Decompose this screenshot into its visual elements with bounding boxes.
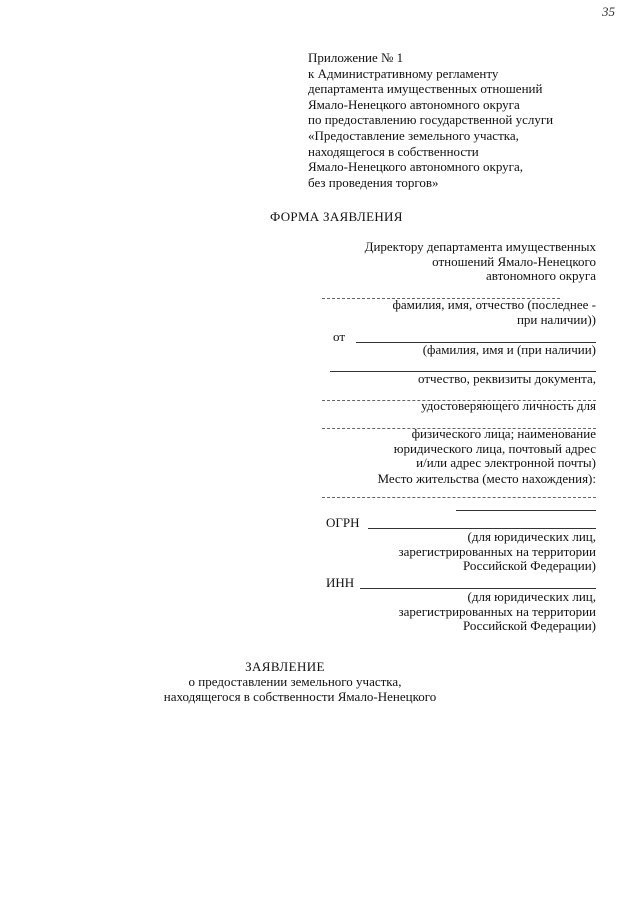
hint-line: при наличии)) (516, 311, 596, 327)
statement-line: о предоставлении земельного участка, (188, 674, 402, 689)
residence-fill-line[interactable] (322, 497, 596, 498)
appendix-line: Ямало-Ненецкого автономного округа, (308, 159, 524, 175)
appendix-line: «Предоставление земельного участка, (308, 127, 519, 143)
appendix-line: Ямало-Ненецкого автономного округа (308, 96, 520, 112)
hint-line: фамилия, имя, отчество (последнее - (392, 297, 596, 312)
hint-line: зарегистрированных на территории (398, 543, 596, 559)
hint-line: зарегистрированных на территории (398, 603, 596, 619)
appendix-line: находящегося в собственности (308, 143, 479, 159)
hint-line: и/или адрес электронной почты) (416, 455, 596, 470)
ogrn-hint (316, 530, 596, 574)
statement-title: ЗАЯВЛЕНИЕ (245, 659, 325, 674)
hint-line: Российской Федерации) (462, 618, 596, 633)
from-label: от (333, 329, 346, 344)
hint-line: (для юридических лиц, (467, 529, 596, 544)
inn-hint (316, 590, 596, 634)
addressee-line: Директору департамента имущественных (364, 239, 596, 254)
addressee-line: автономного округа (486, 268, 596, 283)
applicant-hint-1 (316, 343, 596, 358)
appendix-line: департамента имущественных отношений (308, 81, 543, 97)
applicant-hint-4 (316, 427, 596, 471)
statement-heading (0, 659, 640, 704)
appendix-line: к Административному регламенту (308, 65, 499, 81)
applicant-hint-2 (316, 372, 596, 387)
hint-line: удостоверяющего личность для (421, 398, 596, 413)
inn-label: ИНН (326, 575, 355, 590)
hint-line: физического лица; наименование (411, 426, 596, 441)
residence-label-block (316, 472, 596, 487)
hint-line: (фамилия, имя и (при наличии) (422, 342, 596, 357)
appendix-line: по предоставлению государственной услуги (308, 112, 554, 128)
page-number-mark: 35 (602, 4, 615, 19)
hint-line: юридического лица, почтовый адрес (393, 440, 596, 456)
appendix-line: без проведения торгов» (308, 174, 439, 190)
appendix-header (308, 50, 553, 190)
residence-label: Место жительства (место нахождения): (377, 471, 596, 486)
applicant-hint-3 (316, 399, 596, 414)
appendix-line: Приложение № 1 (308, 50, 404, 65)
addressee-line: отношений Ямало-Ненецкого (432, 253, 596, 269)
hint-line: отчество, реквизиты документа, (418, 371, 596, 386)
director-name-hint (316, 298, 596, 327)
addressee-block (365, 240, 596, 284)
residence-fill-line-2[interactable] (456, 510, 596, 511)
form-title: ФОРМА ЗАЯВЛЕНИЯ (270, 209, 403, 224)
ogrn-label: ОГРН (326, 515, 360, 530)
statement-line: находящегося в собственности Ямало-Ненецкого (163, 689, 437, 704)
hint-line: Российской Федерации) (462, 558, 596, 573)
hint-line: (для юридических лиц, (467, 589, 596, 604)
